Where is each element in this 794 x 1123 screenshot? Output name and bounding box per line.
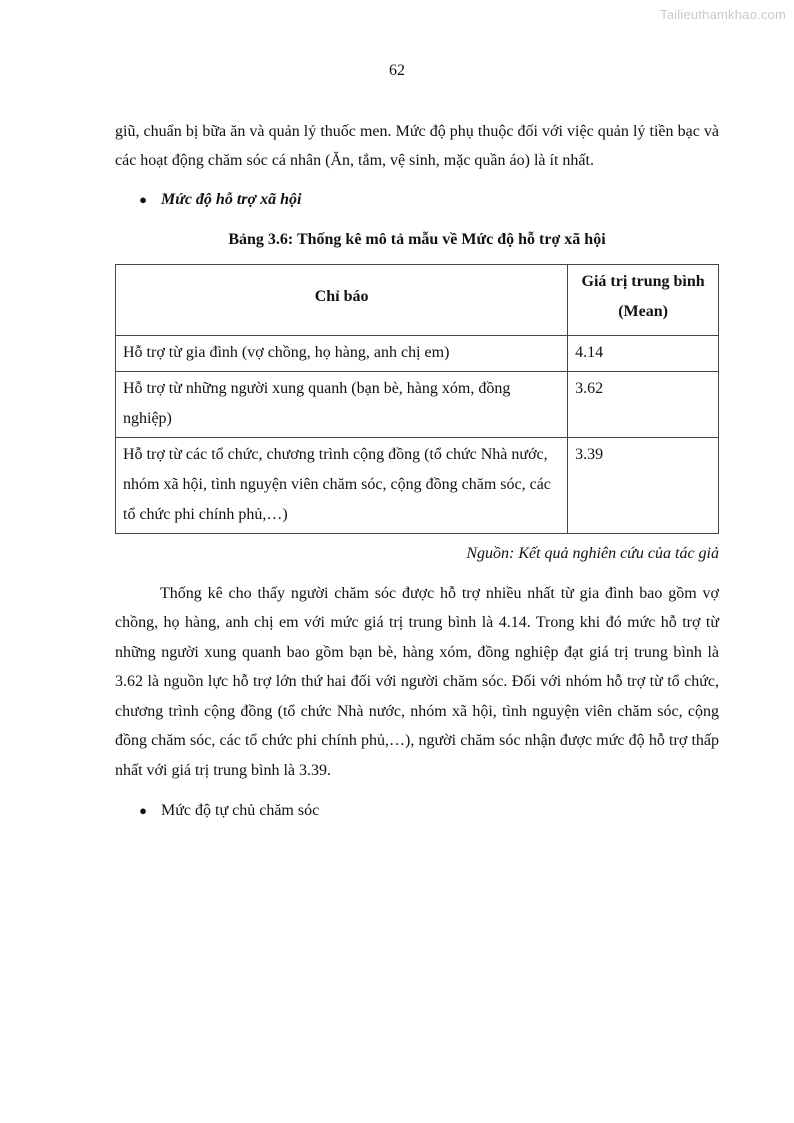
section-heading: Mức độ tự chủ chăm sóc — [161, 802, 320, 819]
section-heading: Mức độ hỗ trợ xã hội — [161, 191, 302, 208]
row-mean: 4.14 — [568, 336, 719, 372]
analysis-paragraph: Thống kê cho thấy người chăm sóc được hỗ trợ nhiều nhất từ gia đình bao gồm vợ chồng, họ hàng, anh chị em với mức giá trị trung bình là 4.14. Trong khi đó mức hỗ trợ từ những người xung quanh bao gồm bạn bè, hàng xóm, đồng nghiệp đạt giá trị trung bình là 3.62 là nguồn lực hỗ trợ lớn thứ hai đối với người chăm sóc. Đối với nhóm hỗ trợ từ tổ chức, chương trình cộng đồng (tổ chức Nhà nước, nhóm xã hội, tình nguyện viên chăm sóc, cộng đồng chăm sóc, các tổ chức phi chính phủ,…), người chăm sóc nhận được mức độ hỗ trợ thấp nhất với giá trị trung bình là 3.39. — [115, 584, 719, 779]
table-caption: Bảng 3.6: Thống kê mô tả mẫu về Mức độ hỗ trợ xã hội — [228, 230, 606, 248]
row-mean: 3.39 — [568, 438, 719, 534]
table-row — [116, 372, 719, 438]
bullet-dot-icon: ● — [139, 192, 147, 207]
table-row — [116, 336, 719, 372]
page-number: 62 — [389, 62, 405, 79]
section-bullet-care-autonomy — [115, 797, 719, 826]
row-indicator: Hỗ trợ từ gia đình (vợ chồng, họ hàng, anh chị em) — [116, 336, 568, 372]
row-indicator: Hỗ trợ từ những người xung quanh (bạn bè, hàng xóm, đồng nghiệp) — [116, 372, 568, 438]
row-mean: 3.62 — [568, 372, 719, 438]
row-indicator: Hỗ trợ từ các tổ chức, chương trình cộng đồng (tổ chức Nhà nước, nhóm xã hội, tình nguyện viên chăm sóc, cộng đồng chăm sóc, các tổ chức phi chính phủ,…) — [116, 438, 568, 534]
table-header-row — [116, 265, 719, 336]
section-bullet-social-support — [115, 186, 719, 215]
header-indicator: Chỉ báo — [116, 265, 568, 336]
bullet-dot-icon: ● — [139, 803, 147, 818]
intro-paragraph: giũ, chuẩn bị bữa ăn và quản lý thuốc men. Mức độ phụ thuộc đối với việc quản lý tiền bạc và các hoạt động chăm sóc cá nhân (Ăn, tắm, vệ sinh, mặc quần áo) là ít nhất. — [115, 123, 719, 169]
source-note: Nguồn: Kết quả nghiên cứu của tác giả — [466, 545, 719, 562]
page-content — [115, 118, 719, 826]
header-mean: Giá trị trung bình (Mean) — [568, 265, 719, 336]
watermark: Tailieuthamkhao.com — [660, 7, 786, 22]
statistics-table — [115, 264, 719, 534]
table-row — [116, 438, 719, 534]
